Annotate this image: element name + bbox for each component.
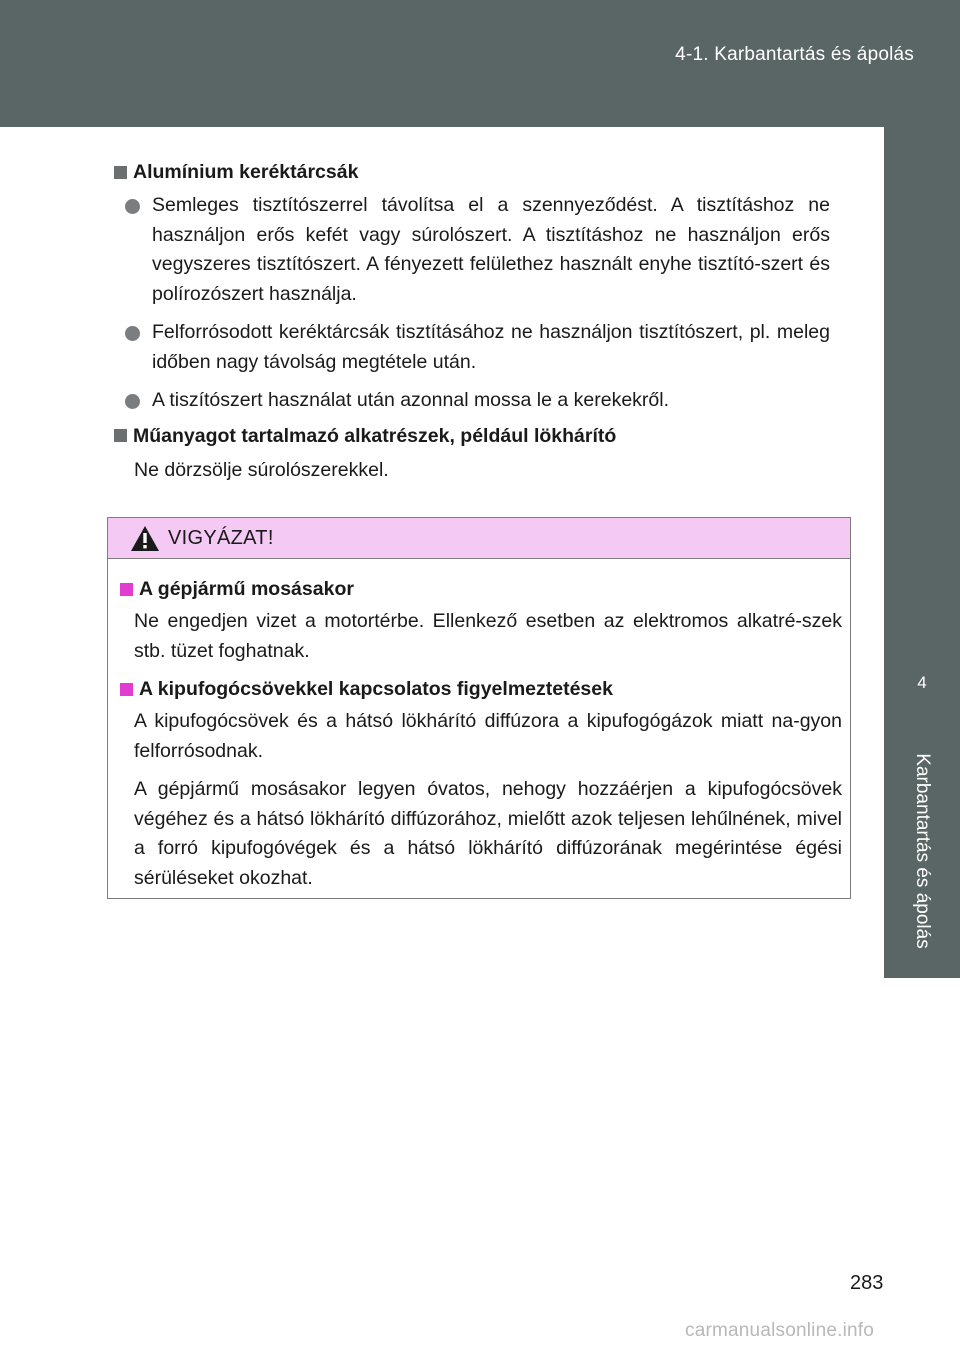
side-tab-label: Karbantartás és ápolás — [912, 753, 933, 949]
warning-box — [107, 517, 851, 899]
warning-item-heading — [120, 575, 842, 603]
side-tab-number-box — [884, 669, 960, 724]
list-item-text: Felforrósodott keréktárcsák tisztításához ne használjon tisztítószert, pl. meleg időben nagy távolság megtétele után. — [152, 321, 830, 373]
list-item — [114, 386, 830, 416]
warning-triangle-icon — [130, 525, 160, 552]
header-title: 4-1. Karbantartás és ápolás — [675, 44, 914, 65]
section-heading-plastic — [114, 422, 830, 450]
circle-bullet-icon — [125, 199, 140, 214]
warning-paragraph: Ne engedjen vizet a motortérbe. Ellenkező esetben az elektromos alkatré-szek stb. tüzet foghatnak. — [134, 610, 842, 662]
section-heading-text: Műanyagot tartalmazó alkatrészek, például lökhárító — [133, 424, 617, 447]
section-text: Ne dörzsölje súrolószerekkel. — [134, 458, 389, 481]
list-item-text: Semleges tisztítószerrel távolítsa el a szennyeződést. A tisztításhoz ne használjon erős kefét vagy súrolószert. A tisztításhoz ne használjon erős vegyszeres tisztítószert. A fényezett felülethez használt enyhe tisztító-szert és polírozószert használja. — [152, 194, 830, 305]
warning-item-heading — [120, 675, 842, 703]
section-heading-text: Alumínium keréktárcsák — [133, 161, 359, 183]
side-tab-strip — [884, 127, 960, 669]
main-content — [114, 158, 830, 485]
warning-header — [108, 518, 850, 559]
page-number: 283 — [850, 1272, 884, 1294]
warning-body — [108, 559, 850, 893]
side-tab-number: 4 — [917, 673, 927, 692]
warning-paragraph: A gépjármű mosásakor legyen óvatos, nehogy hozzáérjen a kipufogócsövek végéhez és a hátsó lökhárító diffúzorához, mielőtt azok teljesen lehűlnének, mivel a forró kipufogóvégek és a hátsó lökhárító diffúzorának megérintése égési sérüléseket okozhat. — [134, 778, 842, 889]
circle-bullet-icon — [125, 326, 140, 341]
warning-paragraph: A kipufogócsövek és a hátsó lökhárító diffúzora a kipufogógázok miatt na-gyon felforrósodnak. — [134, 710, 842, 762]
list-item — [114, 318, 830, 377]
list-item-text: A tiszítószert használat után azonnal mossa le a kerekekről. — [152, 389, 670, 411]
warning-heading-text: A gépjármű mosásakor — [139, 578, 354, 600]
section-heading-aluminium — [114, 158, 830, 186]
square-bullet-icon — [114, 166, 127, 179]
warning-title: VIGYÁZAT! — [168, 526, 274, 549]
square-bullet-icon — [120, 583, 133, 596]
watermark: carmanualsonline.info — [685, 1320, 875, 1341]
circle-bullet-icon — [125, 394, 140, 409]
page-header-bar — [0, 0, 960, 127]
square-bullet-icon — [120, 683, 133, 696]
square-bullet-icon — [114, 429, 127, 442]
warning-heading-text: A kipufogócsövekkel kapcsolatos figyelmeztetések — [139, 678, 613, 700]
list-item — [114, 191, 830, 309]
